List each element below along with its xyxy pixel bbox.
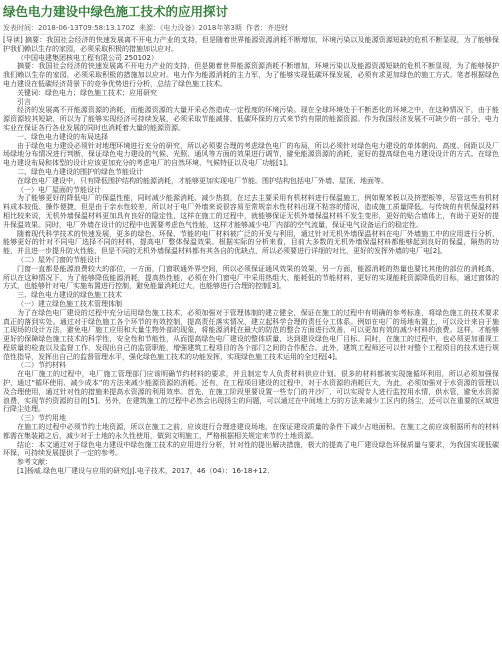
body-paragraph: 在绿色电厂建设中，只有降低围护结构的能源消耗，才能够更加实现电厂节能。围护结构包括电厂外墙、屋顶、地面等。 [17,176,388,185]
subsection-heading: （三）节约用地 [17,414,66,423]
reference-item: [1]杨威.绿色电厂建设与应用的研究[J].电子技术，2017，46（04）：16-18+12. [17,467,270,476]
article-meta [3,23,499,35]
article-source: 来源：《电力设备》2018年第3期 [139,24,242,32]
body-paragraph: 门窗一直都是能源浪费较大的部位，一方面，门窗联通外界空间，所以必须保证通风效果的效果，另一方面，能源消耗的热量也要比其他的部位的消耗高，所以在这种情况下，为了能够降低能源消耗，提高热性能，必须在外门窗电厂中采用热组大、能耗低的节能材料，更好的实现能耗资源降低的目标，通过窗体的方式，也能够针对电厂实施布置进行控制，避免能量消耗过大，也能够进行合理的控制[3]。 [3,264,499,291]
lead-paragraph: [导读] 摘要：我国社会经济的快速发展离不开电力产业的支持，但是随着世界能源资源消耗不断增加，环境污染以及能源资源短缺的危机不断显现，为了能够保护我们赖以生存的家园，必须采取积极的措施加以应对。 [3,36,499,53]
article-body [3,36,499,476]
subsection-heading: （二）屋外门窗的节能设计 [17,255,101,264]
section-heading: 一、绿色电力建设的布局选择 [17,132,108,141]
section-heading: 三、绿色电力建设的绿色施工技术 [17,291,122,300]
keywords: 关键词：绿色电力；绿色施工技术；应用研究 [17,88,157,97]
subsection-heading: （二）节约材料 [17,361,66,370]
subsection-heading: （一）建立绿色施工技术管理体制 [17,299,122,308]
article-title: 绿色电力建设中绿色施工技术的应用探讨 [3,4,229,19]
body-paragraph: 为了在绿色电厂建设的过程中充分运用绿色施工技术，必须加强对于管理体制的建立健全，保证在施工的过程中有明确的参考标准，将绿色施工的技术要求真正的落到实处。通过对于绿色施工各个环节的有效控制，提高责任落实情况，建立起科学合理的责任分工体系。例如在电厂的场地布置上，可以设计来自于施工现场的设计方法，避免电厂施工应用和大量生物外部的现象，将能源消耗在最大的防范的整合方面进行改善，可以更加有效的减少材料的浪费。这样，才能够更好的保障绿色施工技术的科学性，安全性和节能性，从而提高绿色电厂建设的整体质量，达到建设绿色电厂目标。同时，在施工的过程中，也必须更加重视工程质量的检查以及监督工作，发现出自己的监管职能，增强建筑工程项目的各个部门之间的合作配合。此外，建筑工程师还可以针对整个工程项目的技术进行规范性指导，发挥出自己的监督管理水平，强化绿色施工技术的功能发挥，实现绿色施工技术运用的全过程[4]。 [3,308,499,361]
section-heading: 二、绿色电力建设的围护的绿色节能设计 [17,167,143,176]
body-paragraph: 随着现代科学技术的快速发展，更多的绿色、环保、节能的电厂材料被广泛的开发与利用，通过针对无机外墙保温材料在电厂外墙施工中的应用进行分析，能够更好的针对不同电厂选择不同的材料，提高电厂整体保温效果。根据实际的分析来看，目前大多数的无机外墙保温材料都能够起到良好的保温，隔热的功能，并且进一步提升防火性能，但是不同的无机外墙保温材料都有其各自的优缺点，所以必须要进行详细的对比，更好的发挥外墙的电厂电[2]。 [3,229,499,256]
affiliation: （中国电建集团核电工程有限公司 250102） [17,53,158,62]
body-paragraph: 由于绿色电力建设必须针对地理环境进行充分的研究，所以必须要合理的考虑绿色电厂的布局，所以必须针对绿色电力建设的单体朝向、高度、间距以及厂场绿地分布情况进行判断，保证绿色电力建设的气候、光照、通风等方面的效果进行调节，避免能源资源的消耗，更好的提高绿色电力建设设计的方式。在绿色电力建设布局和体型的设计应该更加充分的考虑电厂的自然环境、气候特征以及电厂功能[1]。 [3,141,499,168]
section-heading: 引言 [17,97,31,106]
body-paragraph: 经济的发展离不开能源资源的消耗，而能源资源的大量开采必然造成一定程度的环境污染。现在全球环境处于不断恶化的环境之中，在这种情况下，由于能源资源较其短缺，所以为了能够实现经济可持续发展，必须采取节能减排、低碳环保的方式来节约有限的能源资源。作为我国经济发展不可缺少的一部分，电力实业在保证各行各业发展的同时也消耗着大量的能源资源。 [3,106,499,132]
subsection-heading: （一）电厂屋面的节能设计 [17,185,101,194]
body-paragraph: 在施工的过程中必须节约土地资源，所以在施工之前，应该进行合理进建设场地，在保证建设质量的条件下减少占地面积。在施工之前应该根据所有的材料都需在集装箱之后，减少对于土地的永久性使用，做到文明施工，严格根据相关规定来节约土地资源。 [3,423,499,440]
references-heading: 参考文献： [17,458,52,467]
abstract: 摘要：我国社会经济的快速发展离不开电力产业的支持，但是随着世界能源资源消耗不断增加，环境污染以及能源资源短缺的危机不断显现，为了能够保护我们赖以生存的家园，必须采取积极的措施加以应对。电力作为能源消耗的主力军，为了能够实现低碳环保发展，必须有求更加绿色的施工方式。笔者根据绿色电力建设在低碳经济背景下的竞争优势进行分析，总结了绿色施工技术。 [3,62,499,88]
publish-date: 发表时间：2018-06-13T09:58:13.170Z [3,24,135,32]
article-authors: 作者：齐进财 [246,24,289,32]
body-paragraph: 为了能够更好的降低电厂的保温性能，同时减少能源消耗、减少热损，在过去主要采用有机材料进行保温施工，例如聚苯板以及挤塑板等，尽管这些有机材料成本较低、操作便捷，但是由于亲水性较差，所以对于电厂外墙来说很容易至常规亲水性材料出现不粘容的情况，造成施工质量降低。与传统的有机保温材料相比较来说，无机外墙保温材料更加具有良好的隐定性，这样在施工的过程中，就能够保证无机外墙保温材料不发生变形，更好的贴合墙体上，有助于更好的提升保温效果。同时，电厂外墙在设计的过程中也需要考虑色气性能，这样才能够减少电厂内部的空气流量，保证电气设备运行的稳定性。 [3,194,499,229]
conclusion: 结论：本文通过对于绿色电力建设中绿色施工技术的应用进行分析，针对性的提出解决措施，极大的提高了电厂建设绿色环保质量与要求，为我国实现低碳环保、可持续发展提供了一定的参考。 [3,440,499,458]
body-paragraph: 在电厂施工的过程中，电厂施工管理部门应该明确节约材料的要求，并且制定专人负责材料供应计划。很多的材料都被实现施循环利用，所以必须加强保护，通过“循环使用、减少成本”的方法来减少能源资源的消耗。还有，在工程项目建设的过程中，对于水资源的消耗巨大，为此，必须加强对于水资源的管理以及合理使用，通过针对性的措施来提高水资源的利用效率。首先，在施工阶段里要设置一些专门的井沙厂，可以实现专人进行监控用水情，供水管，避免水资源浪费，实现节约资源的目的[5]。另外，在建筑施工的过程中必然会出现扬尘的问题，可以通过在中间地上方的方法来减少工区内的扬尘，还可以在重要的区域进行降尘处理。 [3,370,499,414]
